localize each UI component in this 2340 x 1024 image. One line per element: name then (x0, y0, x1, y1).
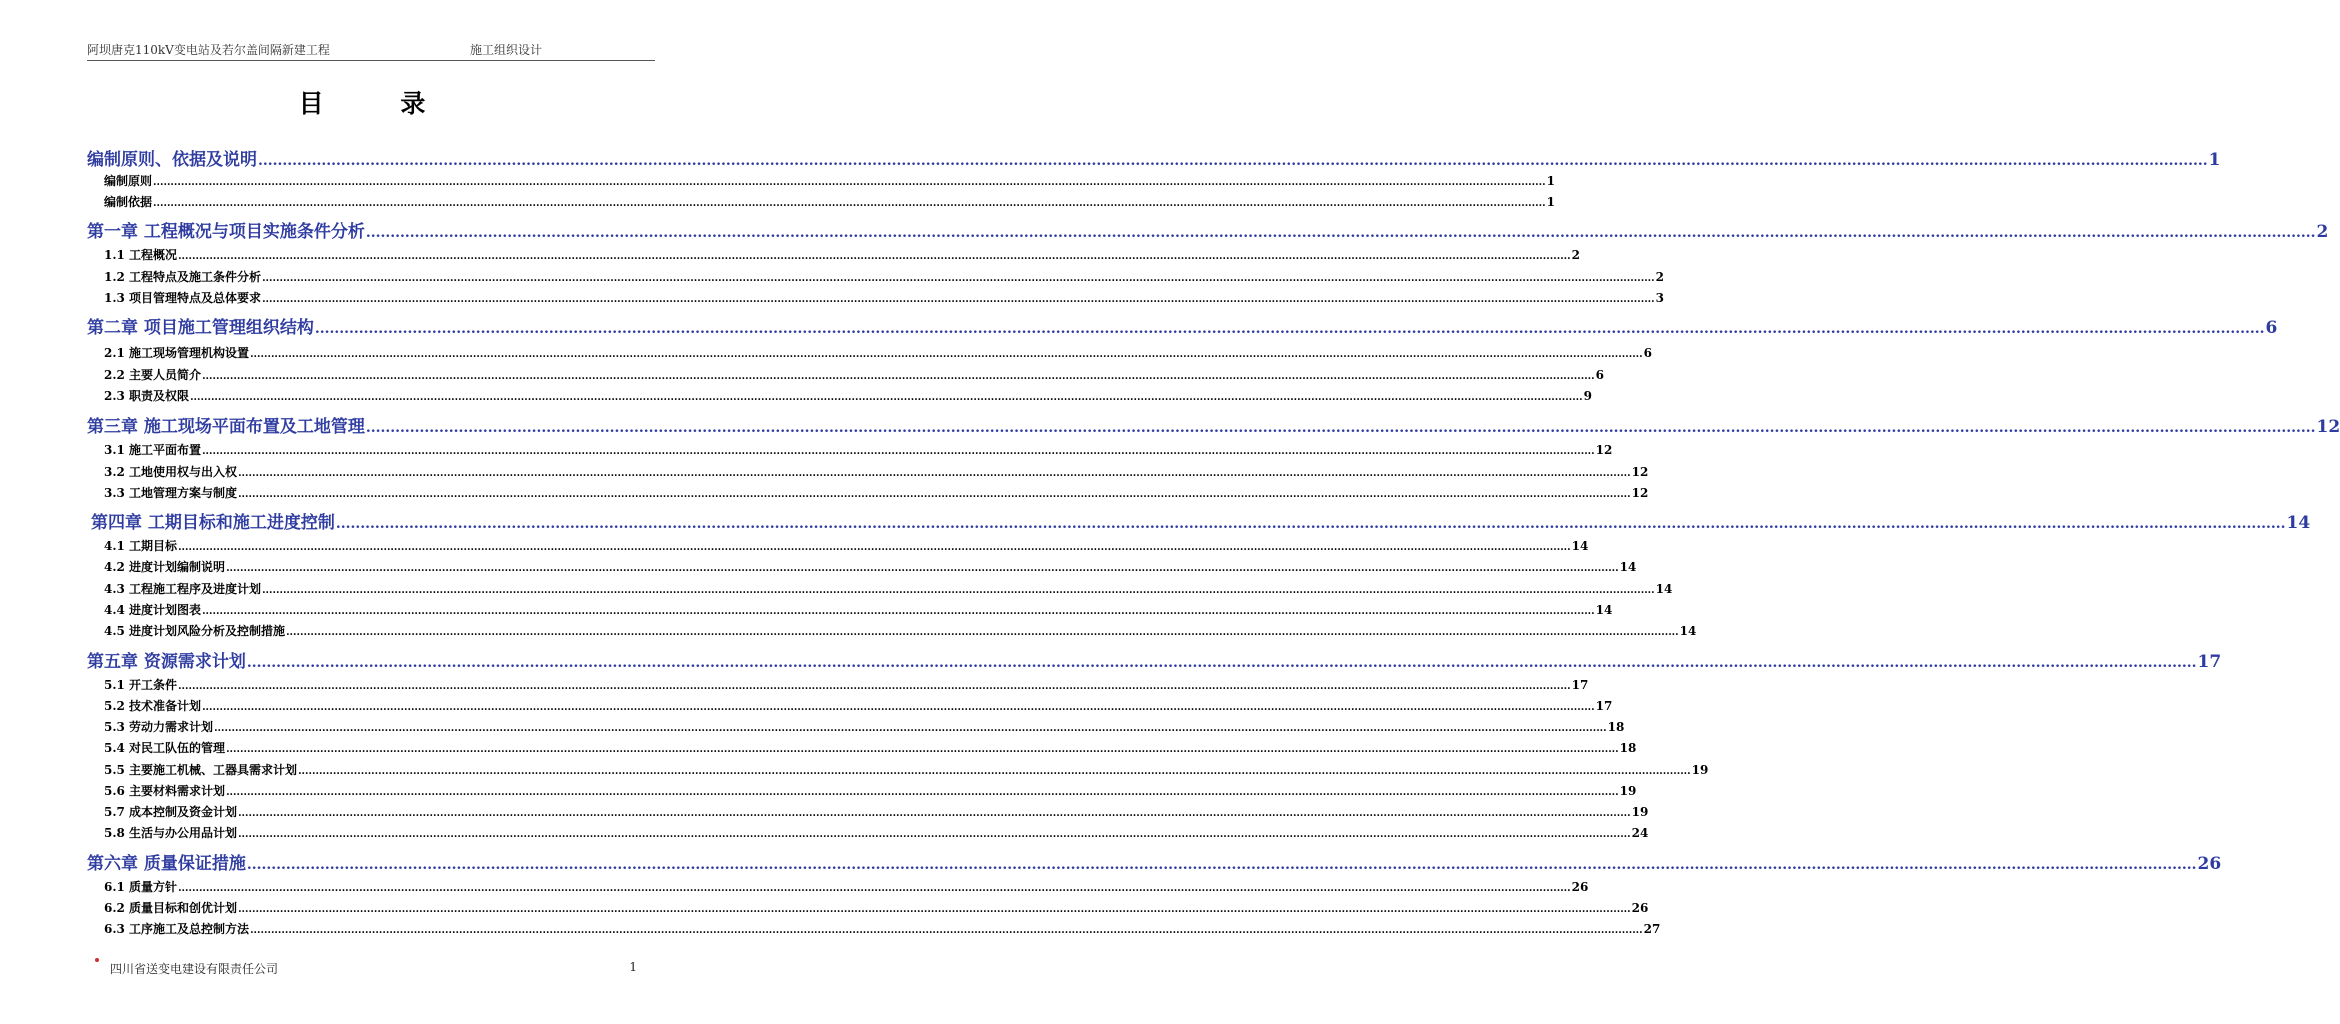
toc-chapter-entry[interactable] (87, 849, 2222, 874)
toc-leader-dots: ................................................................................................................................................................................................................................................................................................................................................................................................................ (246, 655, 2197, 671)
toc-section-entry[interactable] (104, 344, 1652, 361)
toc-leader-dots: ................................................................................................................................................................................................................................................................................................................................................................................................................ (178, 251, 1571, 262)
toc-entry-label: 第三章 施工现场平面布置及工地管理 (87, 417, 365, 437)
toc-entry-label: 2.3 职责及权限 (104, 389, 190, 403)
toc-leader-dots: ................................................................................................................................................................................................................................................................................................................................................................................................................ (258, 153, 2208, 169)
toc-section-entry[interactable] (104, 463, 1649, 480)
toc-entry-label: 编制原则、依据及说明 (87, 150, 257, 170)
toc-entry-page: 6 (2265, 318, 2278, 338)
toc-section-entry[interactable] (104, 172, 1555, 189)
toc-entry-page: 14 (1619, 560, 1637, 574)
toc-entry-page: 1 (2208, 150, 2221, 170)
toc-entry-label: 5.5 主要施工机械、工器具需求计划 (104, 763, 298, 777)
toc-entry-label: 1.2 工程特点及施工条件分析 (104, 270, 262, 284)
toc-section-entry[interactable] (104, 441, 1613, 458)
toc-entry-label: 第一章 工程概况与项目实施条件分析 (87, 222, 365, 242)
toc-section-entry[interactable] (104, 601, 1613, 618)
header-project-title: 阿坝唐克110kV变电站及若尔盖间隔新建工程 (87, 43, 330, 57)
toc-leader-dots: ................................................................................................................................................................................................................................................................................................................................................................................................................ (298, 766, 1691, 777)
footer-company: 四川省送变电建设有限责任公司 (110, 962, 279, 976)
toc-entry-label: 4.2 进度计划编制说明 (104, 560, 226, 574)
toc-entry-page: 18 (1607, 720, 1625, 734)
toc-entry-label: 6.2 质量目标和创优计划 (104, 901, 238, 915)
toc-section-entry[interactable] (104, 193, 1555, 210)
toc-entry-label: 5.3 劳动力需求计划 (104, 720, 214, 734)
toc-entry-page: 17 (1571, 678, 1589, 692)
toc-entry-label: 4.5 进度计划风险分析及控制措施 (104, 624, 286, 638)
toc-leader-dots: ................................................................................................................................................................................................................................................................................................................................................................................................................ (250, 349, 1643, 360)
toc-chapter-entry[interactable] (87, 217, 2329, 242)
toc-leader-dots: ................................................................................................................................................................................................................................................................................................................................................................................................................ (335, 516, 2286, 532)
toc-title: 目 录 (298, 89, 460, 118)
toc-entry-label: 编制依据 (104, 195, 153, 209)
toc-leader-dots: ................................................................................................................................................................................................................................................................................................................................................................................................................ (314, 321, 2265, 337)
toc-entry-page: 2 (2316, 222, 2329, 242)
toc-section-entry[interactable] (104, 782, 1637, 799)
toc-leader-dots: ................................................................................................................................................................................................................................................................................................................................................................................................................ (202, 446, 1595, 457)
toc-leader-dots: ................................................................................................................................................................................................................................................................................................................................................................................................................ (226, 744, 1619, 755)
toc-leader-dots: ................................................................................................................................................................................................................................................................................................................................................................................................................ (238, 904, 1631, 915)
toc-entry-label: 2.1 施工现场管理机构设置 (104, 346, 250, 360)
toc-leader-dots: ................................................................................................................................................................................................................................................................................................................................................................................................................ (238, 468, 1631, 479)
toc-entry-label: 1.1 工程概况 (104, 248, 178, 262)
toc-entry-label: 1.3 项目管理特点及总体要求 (104, 291, 262, 305)
footer-bullet-icon (95, 958, 99, 962)
toc-section-entry[interactable] (104, 878, 1589, 895)
toc-section-entry[interactable] (104, 697, 1613, 714)
toc-entry-page: 3 (1655, 291, 1664, 305)
toc-leader-dots: ................................................................................................................................................................................................................................................................................................................................................................................................................ (178, 883, 1571, 894)
toc-leader-dots: ................................................................................................................................................................................................................................................................................................................................................................................................................ (178, 681, 1571, 692)
toc-section-entry[interactable] (104, 824, 1649, 841)
toc-entry-label: 第二章 项目施工管理组织结构 (87, 318, 314, 338)
toc-leader-dots: ................................................................................................................................................................................................................................................................................................................................................................................................................ (226, 787, 1619, 798)
toc-entry-page: 12 (1595, 443, 1613, 457)
toc-entry-label: 3.2 工地使用权与出入权 (104, 465, 238, 479)
toc-section-entry[interactable] (104, 803, 1649, 820)
toc-chapter-entry[interactable] (87, 145, 2221, 170)
toc-leader-dots: ................................................................................................................................................................................................................................................................................................................................................................................................................ (214, 723, 1607, 734)
toc-entry-label: 5.1 开工条件 (104, 678, 178, 692)
toc-section-entry[interactable] (104, 718, 1625, 735)
toc-entry-page: 14 (2286, 513, 2311, 533)
toc-entry-page: 19 (1691, 763, 1709, 777)
toc-leader-dots: ................................................................................................................................................................................................................................................................................................................................................................................................................ (238, 829, 1631, 840)
toc-leader-dots: ................................................................................................................................................................................................................................................................................................................................................................................................................ (190, 392, 1583, 403)
toc-entry-page: 6 (1643, 346, 1652, 360)
toc-section-entry[interactable] (104, 268, 1664, 285)
toc-leader-dots: ................................................................................................................................................................................................................................................................................................................................................................................................................ (153, 198, 1546, 209)
toc-entry-page: 14 (1571, 539, 1589, 553)
toc-entry-label: 2.2 主要人员简介 (104, 368, 202, 382)
toc-leader-dots: ................................................................................................................................................................................................................................................................................................................................................................................................................ (153, 177, 1546, 188)
toc-section-entry[interactable] (104, 537, 1589, 554)
toc-leader-dots: ................................................................................................................................................................................................................................................................................................................................................................................................................ (365, 420, 2316, 436)
toc-section-entry[interactable] (104, 676, 1589, 693)
toc-entry-label: 4.1 工期目标 (104, 539, 178, 553)
toc-entry-label: 3.3 工地管理方案与制度 (104, 486, 238, 500)
toc-entry-page: 17 (1595, 699, 1613, 713)
toc-section-entry[interactable] (104, 289, 1664, 306)
toc-section-entry[interactable] (104, 387, 1592, 404)
page-footer (95, 958, 655, 976)
toc-entry-label: 5.7 成本控制及资金计划 (104, 805, 238, 819)
toc-entry-label: 3.1 施工平面布置 (104, 443, 202, 457)
toc-entry-page: 1 (1546, 195, 1555, 209)
toc-entry-page: 14 (1595, 603, 1613, 617)
toc-section-entry[interactable] (104, 558, 1637, 575)
toc-leader-dots: ................................................................................................................................................................................................................................................................................................................................................................................................................ (286, 627, 1679, 638)
toc-entry-page: 19 (1619, 784, 1637, 798)
toc-entry-page: 18 (1619, 741, 1637, 755)
toc-section-entry[interactable] (104, 366, 1604, 383)
toc-entry-label: 6.1 质量方针 (104, 880, 178, 894)
toc-entry-label: 4.3 工程施工程序及进度计划 (104, 582, 262, 596)
toc-chapter-entry[interactable] (87, 313, 2278, 338)
toc-leader-dots: ................................................................................................................................................................................................................................................................................................................................................................................................................ (365, 225, 2316, 241)
toc-section-entry[interactable] (104, 899, 1649, 916)
header-document-type: 施工组织设计 (470, 43, 543, 57)
toc-entry-label: 5.2 技术准备计划 (104, 699, 202, 713)
toc-leader-dots: ................................................................................................................................................................................................................................................................................................................................................................................................................ (202, 702, 1595, 713)
toc-chapter-entry[interactable] (87, 647, 2222, 672)
toc-chapter-entry[interactable] (87, 412, 2340, 437)
toc-entry-page: 17 (2197, 652, 2222, 672)
toc-entry-page: 6 (1595, 368, 1604, 382)
toc-entry-page: 12 (1631, 465, 1649, 479)
toc-entry-page: 9 (1583, 389, 1592, 403)
toc-section-entry[interactable] (104, 761, 1709, 778)
toc-entry-page: 14 (1655, 582, 1673, 596)
toc-section-entry[interactable] (104, 622, 1697, 639)
toc-entry-label: 5.6 主要材料需求计划 (104, 784, 226, 798)
toc-leader-dots: ................................................................................................................................................................................................................................................................................................................................................................................................................ (202, 606, 1595, 617)
toc-entry-page: 26 (2197, 854, 2222, 874)
toc-entry-label: 编制原则 (104, 174, 153, 188)
toc-section-entry[interactable] (104, 484, 1649, 501)
toc-chapter-entry[interactable] (91, 508, 2311, 533)
toc-entry-page: 2 (1571, 248, 1580, 262)
toc-leader-dots: ................................................................................................................................................................................................................................................................................................................................................................................................................ (262, 585, 1655, 596)
toc-section-entry[interactable] (104, 739, 1637, 756)
toc-entry-label: 第四章 工期目标和施工进度控制 (91, 513, 335, 533)
toc-leader-dots: ................................................................................................................................................................................................................................................................................................................................................................................................................ (238, 489, 1631, 500)
toc-entry-page: 27 (1643, 922, 1661, 936)
toc-leader-dots: ................................................................................................................................................................................................................................................................................................................................................................................................................ (226, 563, 1619, 574)
toc-section-entry[interactable] (104, 920, 1661, 937)
toc-entry-page: 2 (1655, 270, 1664, 284)
toc-entry-label: 第六章 质量保证措施 (87, 854, 246, 874)
toc-entry-label: 5.4 对民工队伍的管理 (104, 741, 226, 755)
toc-entry-page: 12 (2316, 417, 2340, 437)
toc-entry-page: 14 (1679, 624, 1697, 638)
toc-leader-dots: ................................................................................................................................................................................................................................................................................................................................................................................................................ (238, 808, 1631, 819)
toc-entry-label: 6.3 工序施工及总控制方法 (104, 922, 250, 936)
header-divider (87, 60, 655, 61)
toc-entry-page: 26 (1571, 880, 1589, 894)
toc-leader-dots: ................................................................................................................................................................................................................................................................................................................................................................................................................ (246, 857, 2197, 873)
toc-entry-page: 19 (1631, 805, 1649, 819)
toc-entry-page: 12 (1631, 486, 1649, 500)
toc-section-entry[interactable] (104, 246, 1580, 263)
toc-entry-page: 24 (1631, 826, 1649, 840)
footer-page-number: 1 (629, 960, 637, 974)
toc-leader-dots: ................................................................................................................................................................................................................................................................................................................................................................................................................ (178, 542, 1571, 553)
toc-leader-dots: ................................................................................................................................................................................................................................................................................................................................................................................................................ (262, 273, 1655, 284)
toc-leader-dots: ................................................................................................................................................................................................................................................................................................................................................................................................................ (202, 371, 1595, 382)
toc-entry-label: 第五章 资源需求计划 (87, 652, 246, 672)
toc-leader-dots: ................................................................................................................................................................................................................................................................................................................................................................................................................ (262, 294, 1655, 305)
toc-entry-page: 26 (1631, 901, 1649, 915)
toc-entry-page: 1 (1546, 174, 1555, 188)
page-header (87, 38, 655, 60)
toc-entry-label: 5.8 生活与办公用品计划 (104, 826, 238, 840)
toc-leader-dots: ................................................................................................................................................................................................................................................................................................................................................................................................................ (250, 925, 1643, 936)
toc-entry-label: 4.4 进度计划图表 (104, 603, 202, 617)
toc-section-entry[interactable] (104, 580, 1673, 597)
